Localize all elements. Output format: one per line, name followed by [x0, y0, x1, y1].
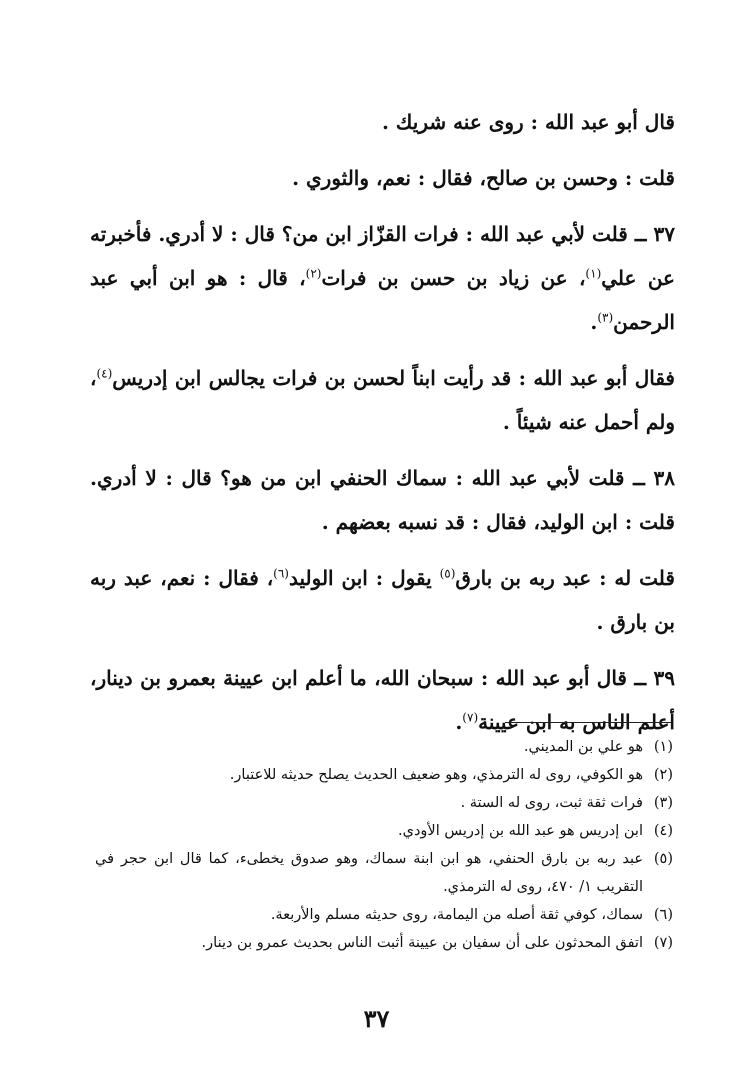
footnote: [95, 845, 673, 901]
paragraph: [90, 212, 675, 344]
footnote-marker: (٤): [96, 366, 113, 381]
paragraph-text: قلت : وحسن بن صالح، فقال : نعم، والثوري .: [292, 166, 675, 190]
paragraph: [90, 456, 675, 544]
footnote-text: فرات ثقة ثبت، روى له الستة .: [460, 795, 643, 811]
footnote-text: اتفق المحدثون على أن سفيان بن عيينة أثبت الناس بحديث عمرو بن دينار.: [201, 935, 643, 951]
footnote: [95, 901, 673, 929]
footnote-number: (٢): [653, 767, 673, 783]
paragraph-text: يقول : ابن الوليد: [288, 566, 440, 590]
footnote-text: هو علي بن المديني.: [523, 739, 643, 755]
paragraph-text: ، فقال : نعم، عبد ربه بن بارق .: [90, 566, 675, 634]
footnote-number: (٤): [653, 823, 673, 839]
paragraph-text: فقال أبو عبد الله : قد رأيت ابناً لحسن بن فرات يجالس ابن إدريس: [112, 366, 675, 390]
paragraph-text: قال أبو عبد الله : روى عنه شريك .: [381, 110, 675, 134]
paragraph-text: ، ولم أحمل عنه شيئاً .: [90, 366, 675, 434]
paragraph-text: .: [590, 310, 598, 334]
footnote-separator: [505, 722, 671, 723]
footnote-marker: (٦): [273, 566, 289, 581]
footnote-marker: (٣): [597, 310, 614, 325]
paragraph-text: ٣٩ ــ قال أبو عبد الله : سبحان الله، ما أعلم ابن عيينة بعمرو بن دينار، أعلم الناس به ابن عيينة: [90, 666, 675, 734]
footnote: [95, 761, 673, 789]
footnotes: [95, 733, 673, 957]
footnote-text: هو الكوفي، روى له الترمذي، وهو ضعيف الحديث يصلح حديثه للاعتبار.: [229, 767, 643, 783]
footnote-number: (٧): [653, 935, 673, 951]
paragraph-text: ٣٨ ــ قلت لأبي عبد الله : سماك الحنفي ابن من هو؟ قال : لا أدري. قلت : ابن الوليد، فقال : قد نسبه بعضهم .: [90, 466, 675, 534]
paragraph: [90, 156, 675, 200]
footnote-number: (٦): [653, 907, 673, 923]
page-number: ٣٧: [363, 1004, 390, 1033]
footnote-text: ابن إدريس هو عبد الله بن إدريس الأودي.: [398, 823, 643, 839]
main-text: [90, 100, 675, 756]
paragraph: [90, 356, 675, 444]
footnote-text: سماك، كوفي ثقة أصله من اليمامة، روى حديثه مسلم والأربعة.: [270, 907, 643, 923]
paragraph: [90, 100, 675, 144]
footnote: [95, 817, 673, 845]
footnote-number: (١): [653, 739, 673, 755]
footnote-number: (٣): [653, 795, 673, 811]
paragraph: [90, 556, 675, 644]
paragraph: [90, 656, 675, 744]
footnote-marker: (٧): [462, 710, 479, 725]
footnote-number: (٥): [653, 851, 673, 867]
footnote-text: عبد ربه بن بارق الحنفي، هو ابن ابنة سماك، وهو صدوق يخطىء، كما قال ابن حجر في التقريب ١/ ٤٧٠، روى له الترمذي.: [95, 851, 643, 895]
footnote-marker: (١): [585, 266, 602, 281]
footnote: [95, 733, 673, 761]
paragraph-text: .: [455, 710, 463, 734]
paragraph-text: قلت له : عبد ربه بن بارق: [455, 566, 675, 590]
paragraph-text: ، عن زياد بن حسن بن فرات: [321, 266, 586, 290]
paragraph-text: ٣٧ ــ قلت لأبي عبد الله : فرات القزّاز ابن من؟ قال : لا أدري. فأخبرته عن علي: [90, 222, 675, 290]
paragraph-text: ، قال : هو ابن أبي عبد الرحمن: [90, 266, 675, 334]
footnote: [95, 789, 673, 817]
footnote: [95, 929, 673, 957]
footnote-marker: (٢): [305, 266, 322, 281]
footnote-marker: (٥): [439, 566, 456, 581]
